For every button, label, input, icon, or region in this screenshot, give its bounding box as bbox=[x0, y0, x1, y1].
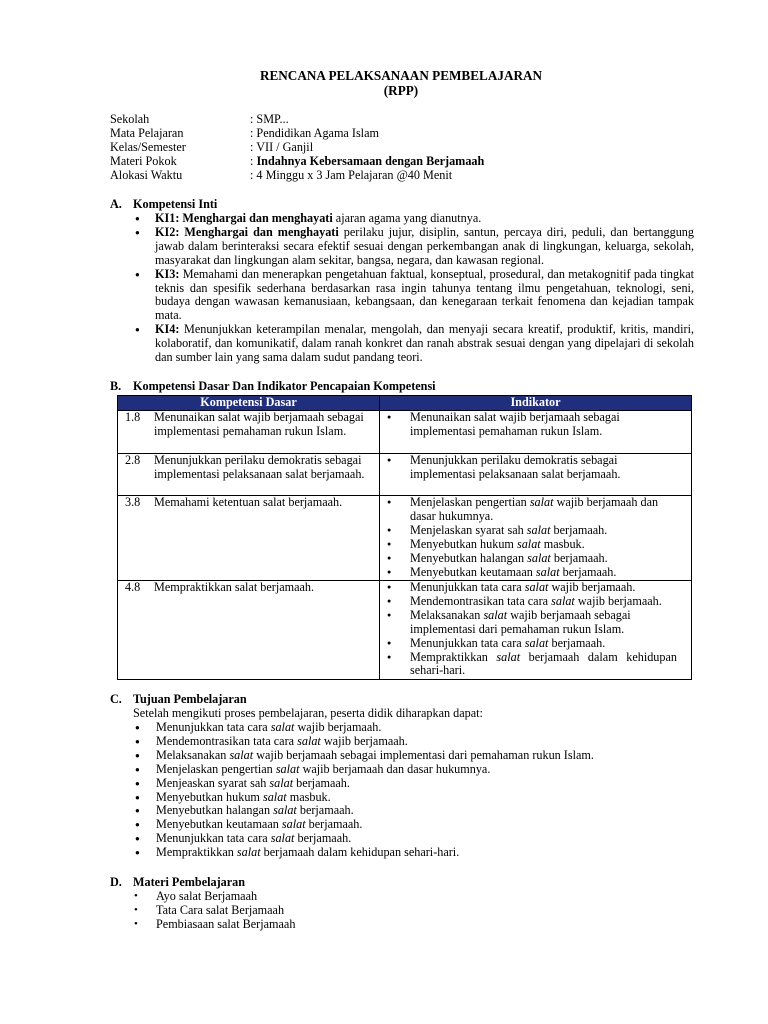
table-row bbox=[118, 581, 692, 680]
ki-bold-label: KI4: bbox=[155, 322, 180, 337]
materi-list bbox=[133, 890, 693, 932]
kompetensi-inti-list bbox=[132, 212, 694, 365]
kd-number: 4.8 bbox=[125, 580, 141, 594]
item-text: berjamaah. bbox=[296, 803, 354, 818]
item-text: Mempraktikkan bbox=[156, 845, 237, 860]
list-item bbox=[133, 846, 693, 860]
section-c-intro: Setelah mengikuti proses pembelajaran, peserta didik diharapkan dapat: bbox=[133, 706, 483, 720]
info-value bbox=[250, 155, 484, 169]
list-item bbox=[133, 832, 693, 846]
indicator-cell bbox=[380, 581, 692, 680]
kd-text: Mempraktikkan salat berjamaah. bbox=[154, 580, 315, 594]
list-item bbox=[380, 637, 691, 651]
indicator-cell bbox=[380, 411, 692, 454]
indicator-text: masbuk. bbox=[540, 536, 585, 551]
indicator-text: Menunjukkan tata cara bbox=[410, 580, 525, 594]
list-item bbox=[133, 735, 693, 749]
list-item bbox=[133, 791, 693, 805]
item-text: wajib berjamaah. bbox=[320, 733, 408, 748]
indicator-text: Menyebutkan keutamaan bbox=[410, 564, 536, 579]
info-value: : VII / Ganjil bbox=[250, 140, 314, 154]
kd-number: 1.8 bbox=[125, 410, 141, 424]
indicator-text: berjamaah. bbox=[550, 550, 608, 565]
section-title: Materi Pembelajaran bbox=[133, 875, 246, 889]
indicator-italic: salat bbox=[529, 495, 554, 509]
info-value: : 4 Minggu x 3 Jam Pelajaran @40 Menit bbox=[250, 168, 453, 182]
section-letter: D. bbox=[110, 875, 122, 889]
table-row bbox=[118, 411, 692, 454]
item-italic: salat bbox=[275, 761, 300, 776]
section-title: Tujuan Pembelajaran bbox=[133, 692, 247, 706]
list-item bbox=[133, 749, 693, 763]
kd-text: Menunjukkan perilaku demokratis sebagai implementasi pelaksanaan salat berjamaah. bbox=[154, 453, 365, 481]
table-header-kompetensi-dasar: Kompetensi Dasar bbox=[118, 396, 380, 411]
kd-text: Menunaikan salat wajib berjamaah sebagai implementasi pemahaman rukun Islam. bbox=[154, 410, 364, 438]
list-item bbox=[133, 763, 693, 777]
indicator-text: Menunaikan salat wajib berjamaah sebagai implementasi pemahaman rukun Islam. bbox=[410, 410, 620, 438]
item-italic: salat bbox=[269, 775, 294, 790]
indicator-italic: salat bbox=[527, 550, 551, 565]
item-text: Menyebutkan hukum bbox=[156, 789, 263, 804]
table-row bbox=[118, 454, 692, 496]
item-italic: salat bbox=[273, 803, 297, 818]
indicator-italic: salat bbox=[551, 593, 575, 608]
item-italic: salat bbox=[270, 831, 295, 846]
indicator-italic: salat bbox=[526, 522, 551, 537]
info-value: : SMP... bbox=[250, 112, 289, 126]
table-header-row bbox=[118, 396, 692, 411]
list-item: • Pembiasaan salat Berjamaah bbox=[133, 918, 693, 932]
item-italic: salat bbox=[236, 845, 261, 860]
indicator-text: wajib berjamaah dan dasar hukumnya. bbox=[410, 495, 659, 523]
indicator-text: wajib berjamaah sebagai implementasi dari pemahaman rukun Islam. bbox=[410, 607, 631, 636]
item-italic: salat bbox=[297, 733, 321, 748]
table-header-indikator: Indikator bbox=[380, 396, 692, 411]
list-item bbox=[132, 268, 694, 324]
ki-bold-label: KI1: Menghargai dan menghayati bbox=[155, 211, 333, 225]
item-text: wajib berjamaah dan dasar hukumnya. bbox=[299, 761, 491, 776]
item-text: Melaksanakan bbox=[156, 747, 230, 762]
indicator-text: Menunjukkan tata cara bbox=[410, 635, 525, 650]
item-text: Menunjukkan tata cara bbox=[156, 720, 271, 734]
item-text: Menjelaskan pengertian bbox=[156, 761, 276, 776]
info-value-prefix: : bbox=[250, 154, 257, 168]
item-text: masbuk. bbox=[286, 789, 331, 804]
kd-cell bbox=[118, 496, 380, 581]
indicator-list bbox=[380, 581, 691, 678]
indicator-text: berjamaah. bbox=[559, 564, 617, 579]
list-item bbox=[380, 496, 691, 524]
indicator-italic: salat bbox=[483, 607, 508, 622]
indicator-list bbox=[380, 454, 691, 482]
indicator-text: Menyebutkan halangan bbox=[410, 550, 528, 565]
list-item bbox=[380, 595, 691, 609]
tujuan-list bbox=[133, 721, 693, 860]
document-title: RENCANA PELAKSANAAN PEMBELAJARAN bbox=[259, 68, 543, 83]
section-b-heading bbox=[110, 380, 436, 394]
item-text: berjamaah. bbox=[294, 831, 352, 846]
list-item bbox=[132, 323, 694, 365]
list-item bbox=[380, 609, 691, 637]
item-italic: salat bbox=[262, 789, 287, 804]
list-item bbox=[133, 721, 693, 735]
list-item: • Ayo salat Berjamaah bbox=[133, 890, 693, 904]
kd-text: Memahami ketentuan salat berjamaah. bbox=[154, 495, 343, 509]
indicator-italic: salat bbox=[524, 580, 549, 594]
list-item bbox=[132, 212, 694, 226]
section-title: Kompetensi Inti bbox=[133, 197, 218, 211]
indicator-list bbox=[380, 496, 691, 579]
ki-text: perilaku jujur, disiplin, santun, percaya diri, peduli, dan bertanggung jawab dalam berinteraksi secara efektif sesuai dengan perkembangan anak di lingkungan, keluarga, sekolah, masyarakat dan lingkungan alam sekitar, bangsa, negara, dan kawasan regional. bbox=[155, 224, 694, 267]
indicator-text: Menunjukkan perilaku demokratis sebagai implementasi pelaksanaan salat berjamaah. bbox=[410, 453, 621, 481]
list-item bbox=[133, 804, 693, 818]
kd-cell bbox=[118, 581, 380, 680]
ki-text: Menunjukkan keterampilan menalar, mengolah, dan menyaji secara kreatif, produktif, kritis, mandiri, kolaboratif, dan komunikatif, dalam ranah konkret dan ranah abstrak sesuai dengan yang dipelajari di sekolah dan sumber lain yang sama dalam sudut pandang teori. bbox=[155, 322, 694, 365]
item-text: Menyebutkan halangan bbox=[156, 803, 274, 818]
section-letter: B. bbox=[110, 379, 122, 393]
kd-cell bbox=[118, 454, 380, 496]
kompetensi-table bbox=[117, 395, 692, 680]
section-letter: A. bbox=[110, 197, 122, 211]
indicator-text: Menjelaskan syarat sah bbox=[410, 522, 527, 537]
indicator-italic: salat bbox=[524, 635, 549, 650]
list-item bbox=[380, 538, 691, 552]
indicator-italic: salat bbox=[535, 564, 560, 579]
item-text: berjamaah. bbox=[305, 817, 363, 832]
indicator-text: berjamaah. bbox=[548, 635, 606, 650]
item-text: Mendemontrasikan tata cara bbox=[156, 733, 298, 748]
indicator-text: Mendemontrasikan tata cara bbox=[410, 593, 552, 608]
indicator-text: Mempraktikkan bbox=[410, 649, 497, 664]
section-c-heading bbox=[110, 693, 247, 707]
indicator-list bbox=[380, 411, 691, 439]
indicator-text: berjamaah. bbox=[550, 522, 608, 537]
indicator-cell bbox=[380, 454, 692, 496]
ki-bold-label: KI3: bbox=[155, 266, 180, 281]
document-subtitle: (RPP) bbox=[383, 83, 419, 98]
info-value: : Pendidikan Agama Islam bbox=[250, 126, 379, 140]
kd-number: 2.8 bbox=[125, 453, 141, 467]
list-item bbox=[132, 226, 694, 268]
indicator-text: wajib berjamaah. bbox=[574, 593, 662, 608]
info-label: Alokasi Waktu bbox=[110, 168, 183, 182]
list-item bbox=[380, 566, 691, 580]
info-label: Kelas/Semester bbox=[110, 140, 186, 154]
kd-cell bbox=[118, 411, 380, 454]
list-item bbox=[380, 454, 691, 482]
indicator-text: Melaksanakan bbox=[410, 607, 484, 622]
info-label: Sekolah bbox=[110, 112, 150, 126]
item-text: berjamaah dalam kehidupan sehari-hari. bbox=[260, 845, 460, 860]
section-title: Kompetensi Dasar Dan Indikator Pencapaian Kompetensi bbox=[133, 379, 436, 393]
indicator-text: berjamaah dalam kehidupan sehari-hari. bbox=[410, 649, 677, 678]
list-item bbox=[380, 581, 691, 595]
item-text: wajib berjamaah. bbox=[294, 720, 382, 734]
item-italic: salat bbox=[270, 720, 295, 734]
info-value-bold: Indahnya Kebersamaan dengan Berjamaah bbox=[256, 154, 485, 168]
item-italic: salat bbox=[281, 817, 306, 832]
list-item: • Tata Cara salat Berjamaah bbox=[133, 904, 693, 918]
ki-text: ajaran agama yang dianutnya. bbox=[332, 211, 482, 225]
indicator-cell bbox=[380, 496, 692, 581]
list-item bbox=[380, 524, 691, 538]
item-text: berjamaah. bbox=[293, 775, 350, 790]
table-row bbox=[118, 496, 692, 581]
indicator-italic: salat bbox=[496, 649, 521, 664]
list-item bbox=[133, 818, 693, 832]
indicator-text: Menyebutkan hukum bbox=[410, 536, 517, 551]
info-label: Materi Pokok bbox=[110, 154, 177, 168]
item-italic: salat bbox=[229, 747, 254, 762]
item-text: Menyebutkan keutamaan bbox=[156, 817, 282, 832]
ki-text: Memahami dan menerapkan pengetahuan faktual, konseptual, prosedural, dan metakognitif pada tingkat teknis dan spesifik sederhana berdasarkan rasa ingin tahunya tentang ilmu pengetahuan, teknologi, seni, budaya dengan wawasan kemanusiaan, kebangsaan, dan kenegaraan terkait fenomena dan kejadian tampak mata. bbox=[155, 266, 694, 323]
indicator-text: Menjelaskan pengertian bbox=[410, 495, 530, 509]
item-text: Menjeaskan syarat sah bbox=[156, 775, 270, 790]
kd-number: 3.8 bbox=[125, 495, 141, 509]
list-item bbox=[380, 552, 691, 566]
indicator-text: wajib berjamaah. bbox=[548, 580, 636, 594]
section-d-heading bbox=[110, 876, 245, 890]
section-a-heading bbox=[110, 198, 217, 212]
section-letter: C. bbox=[110, 692, 122, 706]
indicator-italic: salat bbox=[516, 536, 541, 551]
list-item bbox=[133, 777, 693, 791]
list-item bbox=[380, 411, 691, 439]
list-item bbox=[380, 651, 691, 679]
ki-bold-label: KI2: Menghargai dan menghayati bbox=[155, 224, 339, 239]
item-text: Menunjukkan tata cara bbox=[156, 831, 271, 846]
item-text: wajib berjamaah sebagai implementasi dari pemahaman rukun Islam. bbox=[253, 747, 594, 762]
info-label: Mata Pelajaran bbox=[110, 126, 184, 140]
